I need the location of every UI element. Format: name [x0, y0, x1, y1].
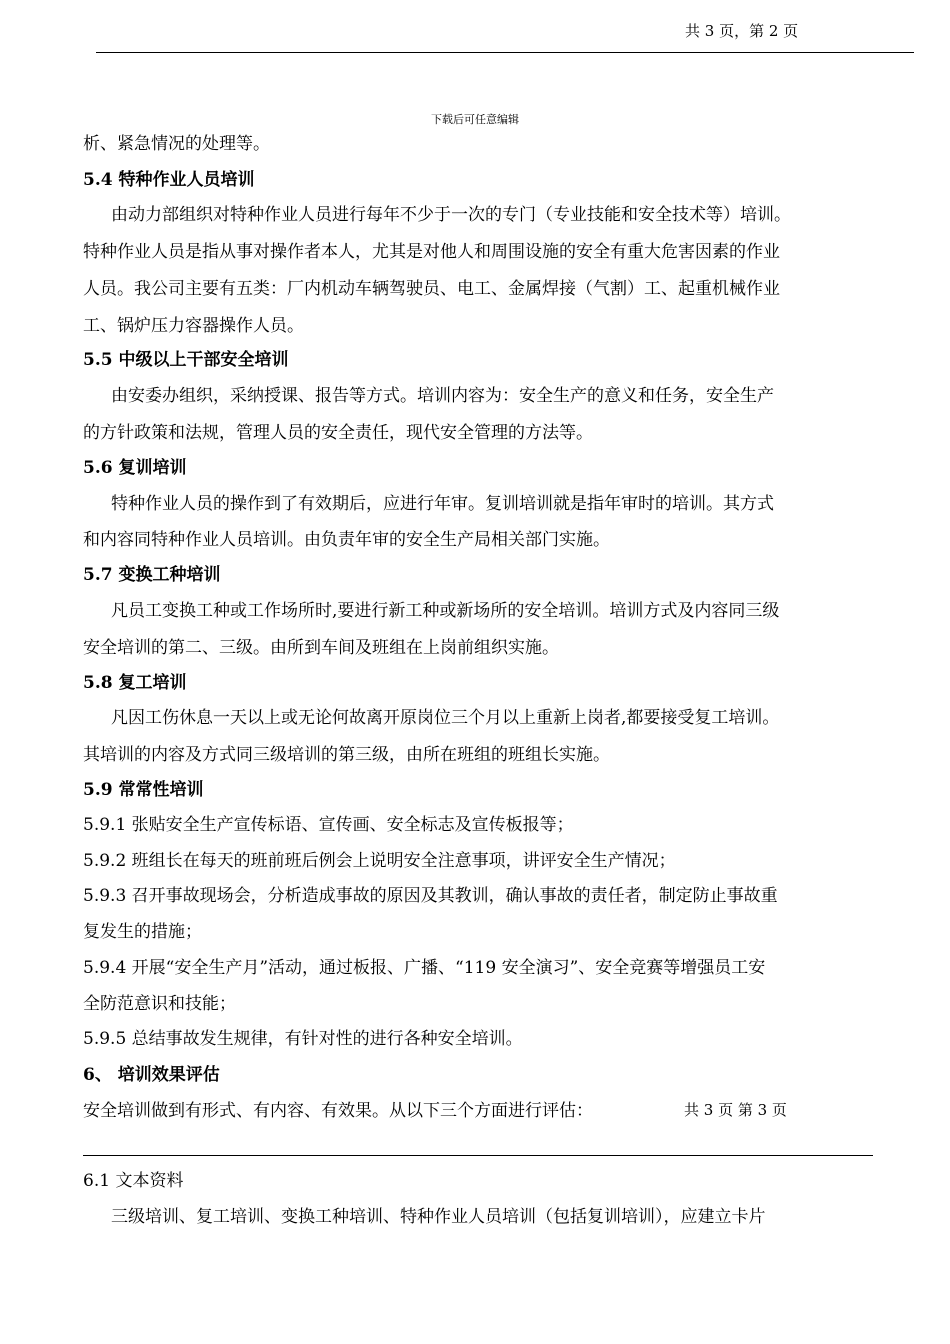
section-heading: 5.5 中级以上干部安全培训	[83, 350, 289, 370]
list-item-continuation: 复发生的措施；	[83, 922, 202, 942]
paragraph-line: 析、紧急情况的处理等。	[83, 134, 270, 154]
paragraph-line: 安全培训做到有形式、有内容、有效果。从以下三个方面进行评估：	[83, 1101, 593, 1121]
paragraph-line: 工、锅炉压力容器操作人员。	[83, 316, 304, 336]
paragraph-line: 凡员工变换工种或工作场所时,要进行新工种或新场所的安全培训。培训方式及内容同三级	[111, 601, 780, 621]
list-item: 5.9.1 张贴安全生产宣传标语、宣传画、安全标志及宣传板报等；	[83, 815, 574, 835]
header-rule	[96, 52, 914, 53]
list-item: 5.9.4 开展“安全生产月”活动，通过板报、广播、“119 安全演习”、安全竞赛等增强员工安	[83, 958, 766, 978]
paragraph-line: 三级培训、复工培训、变换工种培训、特种作业人员培训（包括复训培训），应建立卡片	[111, 1207, 766, 1227]
watermark-text: 下载后可任意编辑	[431, 113, 519, 126]
paragraph-line: 由动力部组织对特种作业人员进行每年不少于一次的专门（专业技能和安全技术等）培训。	[111, 205, 791, 225]
section-heading: 6、 培训效果评估	[83, 1065, 220, 1085]
paragraph-line: 安全培训的第二、三级。由所到车间及班组在上岗前组织实施。	[83, 638, 559, 658]
section-heading: 5.8 复工培训	[83, 673, 187, 693]
list-item: 5.9.2 班组长在每天的班前班后例会上说明安全注意事项，讲评安全生产情况；	[83, 851, 676, 871]
section-heading: 5.7 变换工种培训	[83, 565, 221, 585]
paragraph-line: 由安委办组织，采纳授课、报告等方式。培训内容为：安全生产的意义和任务，安全生产	[111, 386, 774, 406]
paragraph-line: 特种作业人员是指从事对操作者本人，尤其是对他人和周围设施的安全有重大危害因素的作业	[83, 242, 780, 262]
page-counter: 共 3 页 第 3 页	[684, 1101, 787, 1119]
list-item-continuation: 全防范意识和技能；	[83, 994, 236, 1014]
paragraph-line: 其培训的内容及方式同三级培训的第三级，由所在班组的班组长实施。	[83, 745, 610, 765]
section-heading: 5.9 常常性培训	[83, 780, 204, 800]
section-heading: 5.6 复训培训	[83, 458, 187, 478]
paragraph-line: 的方针政策和法规，管理人员的安全责任，现代安全管理的方法等。	[83, 423, 593, 443]
section-heading: 6.1 文本资料	[83, 1171, 184, 1191]
header-rule	[83, 1155, 873, 1156]
page-counter: 共 3 页，第 2 页	[685, 22, 799, 40]
paragraph-line: 和内容同特种作业人员培训。由负责年审的安全生产局相关部门实施。	[83, 530, 610, 550]
list-item: 5.9.5 总结事故发生规律，有针对性的进行各种安全培训。	[83, 1029, 523, 1049]
section-heading: 5.4 特种作业人员培训	[83, 170, 255, 190]
paragraph-line: 人员。我公司主要有五类：厂内机动车辆驾驶员、电工、金属焊接（气割）工、起重机械作业	[83, 279, 780, 299]
paragraph-line: 凡因工伤休息一天以上或无论何故离开原岗位三个月以上重新上岗者,都要接受复工培训。	[111, 708, 780, 728]
paragraph-line: 特种作业人员的操作到了有效期后，应进行年审。复训培训就是指年审时的培训。其方式	[111, 494, 774, 514]
list-item: 5.9.3 召开事故现场会，分析造成事故的原因及其教训，确认事故的责任者，制定防止事故重	[83, 886, 778, 906]
